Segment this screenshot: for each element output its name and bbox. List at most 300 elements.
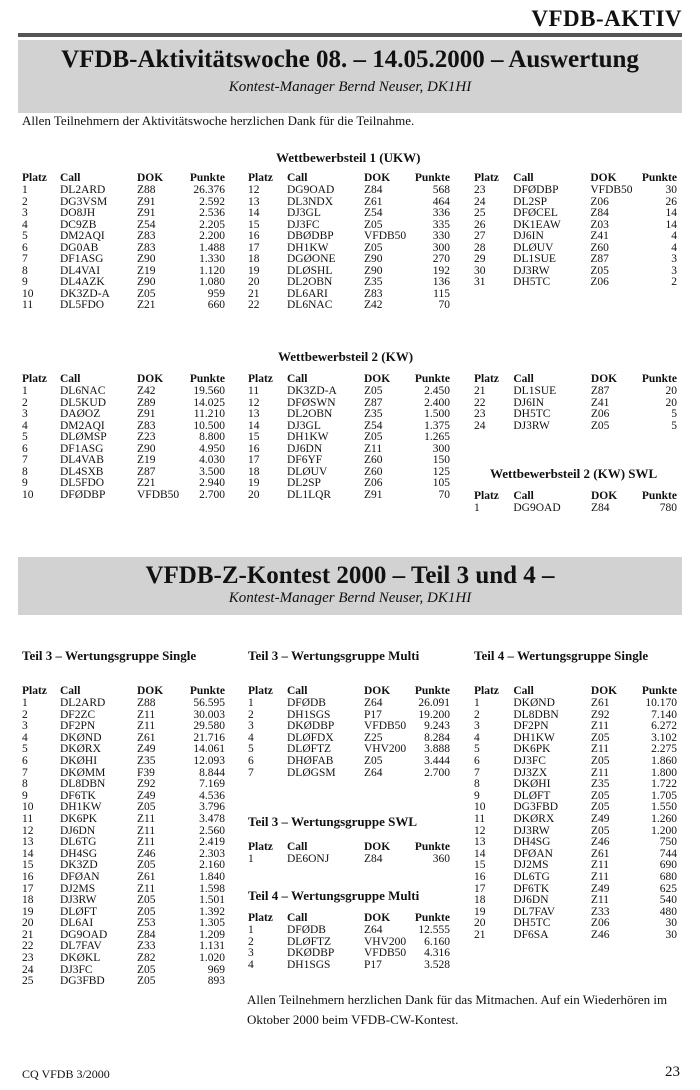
dok-cell: Z92 (590, 708, 610, 721)
punkte-cell: 3.528 (424, 958, 450, 971)
punkte-cell: 1.705 (651, 789, 677, 802)
t4-single-table (474, 684, 677, 941)
column-header-call: Call (287, 172, 308, 184)
punkte-cell: 625 (659, 882, 677, 895)
call-cell: DH5TC (513, 408, 551, 420)
punkte-cell: 2.200 (199, 230, 225, 242)
table-row (248, 768, 450, 780)
ukw-table-3 (474, 171, 677, 289)
table-row (22, 930, 225, 942)
platz-cell: 1 (248, 924, 254, 936)
punkte-cell: 2.160 (199, 859, 225, 872)
ukw-table-1 (22, 171, 225, 312)
column-header-punkte: Punkte (641, 373, 677, 385)
column-header-dok: DOK (137, 172, 164, 184)
table-row (22, 953, 225, 965)
dok-cell: Z84 (364, 184, 383, 196)
dok-cell: F39 (137, 766, 155, 779)
platz-cell: 4 (22, 731, 28, 744)
platz-cell: 20 (22, 917, 34, 930)
punkte-cell: 660 (207, 299, 225, 311)
dok-cell: Z46 (137, 847, 156, 860)
punkte-cell: 2.560 (199, 824, 225, 837)
platz-cell: 1 (248, 853, 254, 865)
dok-cell: Z60 (590, 241, 609, 254)
column-header-punkte: Punkte (414, 912, 450, 924)
punkte-cell: 192 (432, 264, 450, 277)
platz-cell: 22 (22, 940, 34, 953)
platz-cell: 11 (474, 812, 486, 825)
call-cell: DFØAN (60, 870, 100, 883)
dok-cell: Z06 (590, 917, 610, 930)
call-cell: DL6ARI (287, 287, 328, 300)
dok-cell: Z05 (590, 264, 609, 277)
dok-cell: Z11 (590, 894, 610, 907)
dok-cell: Z61 (137, 870, 156, 883)
dok-cell: Z35 (364, 276, 383, 288)
call-cell: DL6TG (513, 870, 550, 883)
platz-cell: 22 (474, 396, 486, 409)
table-row (474, 918, 677, 930)
table-row (248, 698, 450, 710)
dok-cell: Z89 (137, 396, 156, 409)
platz-cell: 19 (474, 905, 486, 918)
t4-single-title: Teil 4 – Wertungsgruppe Single (474, 648, 649, 663)
table-row (474, 733, 677, 745)
platz-cell: 25 (22, 975, 34, 988)
dok-cell: Z64 (364, 924, 383, 936)
punkte-cell: 750 (659, 836, 677, 849)
table-row (248, 467, 450, 479)
punkte-cell: 1.330 (199, 253, 225, 265)
table-row (22, 872, 225, 884)
table-row (22, 300, 225, 312)
punkte-cell: 14.061 (193, 743, 225, 756)
t3-swl-table (248, 840, 450, 866)
dok-cell: Z11 (137, 824, 156, 837)
platz-cell: 3 (22, 720, 28, 733)
table-row (248, 197, 450, 209)
platz-cell: 23 (474, 184, 486, 196)
table-row (474, 872, 677, 884)
call-cell: DKØDBP (287, 720, 335, 733)
dok-cell: Z60 (364, 454, 383, 466)
table-row (474, 185, 677, 197)
punkte-cell: 70 (438, 488, 450, 501)
call-cell: DF6YF (287, 454, 323, 466)
platz-cell: 18 (474, 894, 486, 907)
table-header-row (22, 171, 225, 185)
dok-cell: Z05 (364, 241, 383, 254)
kw-table-3 (474, 372, 677, 432)
table-row (22, 421, 225, 433)
punkte-cell: 2.700 (424, 766, 450, 779)
platz-cell: 4 (22, 419, 28, 432)
punkte-cell: 1.501 (199, 894, 225, 907)
dok-cell: Z05 (590, 824, 610, 837)
platz-cell: 8 (22, 264, 28, 277)
column-header-call: Call (287, 841, 308, 853)
punkte-cell: 780 (659, 502, 677, 514)
platz-cell: 17 (22, 882, 34, 895)
platz-cell: 6 (22, 442, 28, 455)
call-cell: DK3ZD (60, 859, 98, 872)
article1-subtitle: Kontest-Manager Bernd Neuser, DK1HI (228, 79, 472, 95)
call-cell: DFØDBP (513, 184, 559, 196)
punkte-cell: 14.025 (193, 396, 225, 409)
platz-cell: 3 (248, 720, 254, 733)
header-rule (18, 33, 682, 37)
call-cell: DJ6DN (513, 894, 549, 907)
punkte-cell: 969 (207, 963, 225, 976)
punkte-cell: 2 (671, 276, 677, 288)
call-cell: DH1KW (60, 801, 102, 814)
t3-multi-table (248, 684, 450, 779)
punkte-cell: 300 (432, 241, 450, 254)
call-cell: DO8JH (60, 207, 96, 219)
table-row (22, 779, 225, 791)
call-cell: DL2SP (287, 477, 321, 489)
table-row (474, 243, 677, 255)
dok-cell: Z11 (590, 766, 610, 779)
punkte-cell: 4 (671, 241, 677, 254)
call-cell: DAØOZ (60, 408, 101, 420)
platz-cell: 24 (474, 195, 486, 208)
dok-cell: Z83 (137, 241, 156, 254)
column-header-call: Call (60, 685, 81, 697)
table-row (248, 220, 450, 232)
platz-cell: 7 (22, 253, 28, 265)
platz-cell: 25 (474, 207, 486, 219)
dok-cell: Z11 (137, 836, 156, 849)
platz-cell: 21 (474, 928, 486, 941)
column-header-punkte: Punkte (641, 172, 677, 184)
punkte-cell: 1.598 (199, 882, 225, 895)
punkte-cell: 270 (432, 253, 450, 265)
article2-subtitle: Kontest-Manager Bernd Neuser, DK1HI (228, 590, 472, 606)
punkte-cell: 10.170 (645, 697, 677, 709)
call-cell: DL4VAI (60, 264, 101, 277)
call-cell: DL1LQR (287, 488, 332, 501)
table-row (22, 768, 225, 780)
dok-cell: Z05 (137, 894, 156, 907)
table-row (474, 768, 677, 780)
call-cell: DLØFTZ (287, 935, 332, 948)
platz-cell: 23 (474, 408, 486, 420)
punkte-cell: 1.200 (651, 824, 677, 837)
column-header-call: Call (60, 373, 81, 385)
platz-cell: 1 (22, 184, 28, 196)
call-cell: DF2ZC (60, 708, 96, 721)
table-row (248, 386, 450, 398)
table-row (22, 941, 225, 953)
platz-cell: 11 (22, 299, 34, 311)
dok-cell: Z54 (137, 218, 156, 231)
table-row (474, 503, 677, 515)
platz-cell: 16 (474, 870, 486, 883)
table-row (22, 266, 225, 278)
punkte-cell: 1.120 (199, 264, 225, 277)
call-cell: DKØND (513, 697, 555, 709)
dok-cell: VFDB50 (364, 720, 407, 733)
call-cell: DLØFT (513, 789, 551, 802)
table-row (22, 243, 225, 255)
platz-cell: 18 (248, 253, 260, 265)
table-row (474, 756, 677, 768)
ukw-table-2 (248, 171, 450, 312)
table-row (22, 455, 225, 467)
punkte-cell: 1.209 (199, 928, 225, 941)
kw-swl-table (474, 489, 677, 515)
dok-cell: VHV200 (364, 743, 407, 756)
punkte-cell: 2.450 (424, 385, 450, 397)
platz-cell: 13 (248, 195, 260, 208)
article1-intro: Allen Teilnehmern der Aktivitätswoche herzlichen Dank für die Teilnahme. (22, 113, 415, 128)
call-cell: DL2SP (513, 195, 548, 208)
dok-cell: Z21 (137, 477, 156, 489)
dok-cell: VFDB50 (364, 947, 407, 960)
call-cell: DFØAN (513, 847, 553, 860)
call-cell: DF2PN (60, 720, 96, 733)
table-row (248, 948, 450, 960)
platz-cell: 11 (22, 812, 34, 825)
dok-cell: Z05 (137, 963, 156, 976)
dok-cell: Z83 (137, 419, 156, 432)
dok-cell: Z11 (590, 870, 610, 883)
table-row (22, 814, 225, 826)
call-cell: DL7FAV (60, 940, 102, 953)
punkte-cell: 2.303 (199, 847, 225, 860)
column-header-dok: DOK (137, 685, 164, 697)
platz-cell: 3 (22, 408, 28, 420)
platz-cell: 1 (22, 385, 28, 397)
dok-cell: Z82 (137, 952, 156, 965)
call-cell: DJ3FC (513, 754, 546, 767)
call-cell: DH1KW (513, 731, 555, 744)
dok-cell: Z05 (364, 754, 383, 767)
dok-cell: Z05 (364, 431, 383, 443)
call-cell: DJ2MS (60, 882, 96, 895)
call-cell: DH4SG (513, 836, 551, 849)
punkte-cell: 20 (665, 385, 677, 397)
table-row (474, 849, 677, 861)
punkte-cell: 12.555 (418, 924, 450, 936)
dok-cell: Z05 (364, 385, 383, 397)
call-cell: DJ3FC (287, 218, 320, 231)
platz-cell: 1 (474, 502, 480, 514)
dok-cell: Z06 (590, 408, 610, 420)
platz-cell: 15 (474, 859, 486, 872)
column-header-platz: Platz (22, 172, 47, 184)
call-cell: DLØGSM (287, 766, 336, 779)
table-row (474, 860, 677, 872)
punkte-cell: 5 (671, 408, 677, 420)
call-cell: DLØUV (513, 241, 554, 254)
call-cell: DK6PK (513, 743, 551, 756)
table-row (22, 289, 225, 301)
call-cell: DLØFT (60, 905, 98, 918)
dok-cell: Z11 (590, 859, 610, 872)
call-cell: DK1EAW (513, 218, 561, 231)
platz-cell: 10 (22, 488, 34, 501)
dok-cell: Z05 (590, 731, 610, 744)
table-row (22, 467, 225, 479)
call-cell: DL4AZK (60, 276, 105, 288)
table-row (22, 231, 225, 243)
call-cell: DF1ASG (60, 253, 104, 265)
footer-issue: CQ VFDB 3/2000 (22, 1067, 110, 1081)
punkte-cell: 893 (207, 975, 225, 988)
punkte-cell: 3 (671, 264, 677, 277)
punkte-cell: 56.595 (193, 697, 225, 709)
punkte-cell: 1.550 (651, 801, 677, 814)
platz-cell: 5 (474, 743, 480, 756)
column-header-call: Call (513, 490, 534, 502)
call-cell: DL4VAB (60, 454, 104, 466)
platz-cell: 13 (248, 408, 260, 420)
table-row (248, 721, 450, 733)
dok-cell: Z87 (364, 396, 383, 409)
platz-cell: 21 (474, 385, 486, 397)
table-row (474, 826, 677, 838)
punkte-cell: 336 (432, 207, 450, 219)
punkte-cell: 4.950 (199, 442, 225, 455)
dok-cell: Z41 (590, 230, 609, 242)
punkte-cell: 8.284 (424, 731, 450, 744)
dok-cell: Z61 (364, 195, 383, 208)
column-header-platz: Platz (248, 912, 273, 924)
punkte-cell: 3.500 (199, 465, 225, 478)
punkte-cell: 4.030 (199, 454, 225, 466)
platz-cell: 6 (474, 754, 480, 767)
platz-cell: 10 (22, 801, 34, 814)
punkte-cell: 1.260 (651, 812, 677, 825)
column-header-punkte: Punkte (414, 373, 450, 385)
punkte-cell: 5 (671, 419, 677, 432)
platz-cell: 1 (474, 697, 480, 709)
table-row (474, 254, 677, 266)
column-header-platz: Platz (22, 685, 47, 697)
call-cell: DK3ZD-A (60, 287, 110, 300)
platz-cell: 2 (22, 195, 28, 208)
column-header-dok: DOK (364, 841, 391, 853)
punkte-cell: 1.305 (199, 917, 225, 930)
call-cell: DM2AQI (60, 230, 105, 242)
call-cell: DJ3RW (513, 419, 550, 432)
table-header-row (474, 489, 677, 503)
platz-cell: 31 (474, 276, 486, 288)
punkte-cell: 1.722 (651, 778, 677, 791)
table-row (22, 277, 225, 289)
platz-cell: 14 (474, 847, 486, 860)
punkte-cell: 20 (665, 396, 677, 409)
section-header: VFDB-AKTIV (531, 6, 682, 31)
punkte-cell: 2.536 (199, 207, 225, 219)
dok-cell: Z91 (137, 207, 156, 219)
platz-cell: 10 (474, 801, 486, 814)
table-row (22, 918, 225, 930)
punkte-cell: 26.091 (418, 697, 450, 709)
platz-cell: 29 (474, 253, 486, 265)
platz-cell: 19 (248, 264, 260, 277)
platz-cell: 8 (474, 778, 480, 791)
platz-cell: 24 (22, 963, 34, 976)
dok-cell: Z05 (590, 754, 610, 767)
article2-outro: Allen Teilnehmern herzlichen Dank für das Mitmachen. Auf ein Wiederhören im Oktober 2000 beim VFDB-CW-Kontest. (247, 992, 668, 1027)
dok-cell: Z90 (137, 442, 156, 455)
punkte-cell: 150 (432, 454, 450, 466)
t3-single-table (22, 684, 225, 988)
platz-cell: 6 (22, 754, 28, 767)
punkte-cell: 2.592 (199, 195, 225, 208)
platz-cell: 22 (248, 299, 260, 311)
table-row (248, 960, 450, 972)
call-cell: DL1SUE (513, 385, 557, 397)
article1-title: VFDB-Aktivitätswoche 08. – 14.05.2000 – Auswertung (61, 46, 639, 73)
platz-cell: 4 (474, 731, 480, 744)
call-cell: DG9OAD (60, 928, 108, 941)
dok-cell: Z54 (364, 207, 383, 219)
dok-cell: Z61 (590, 697, 610, 709)
dok-cell: Z49 (137, 743, 156, 756)
column-header-punkte: Punkte (189, 172, 225, 184)
platz-cell: 7 (474, 766, 480, 779)
column-header-dok: DOK (364, 172, 391, 184)
call-cell: DE6ONJ (287, 853, 330, 865)
table-row (474, 277, 677, 289)
table-row (474, 802, 677, 814)
dok-cell: Z35 (137, 754, 156, 767)
platz-cell: 20 (248, 276, 260, 288)
dok-cell: Z84 (364, 853, 383, 865)
punkte-cell: 7.140 (651, 708, 677, 721)
table-row (22, 791, 225, 803)
dok-cell: Z88 (137, 697, 156, 709)
call-cell: DBØDBP (287, 230, 334, 242)
platz-cell: 24 (474, 419, 486, 432)
call-cell: DG3FBD (513, 801, 559, 814)
platz-cell: 13 (22, 836, 34, 849)
punkte-cell: 360 (432, 853, 450, 865)
table-row (248, 444, 450, 456)
platz-cell: 9 (474, 789, 480, 802)
call-cell: DKØND (60, 731, 102, 744)
page-number: 23 (665, 1064, 680, 1080)
dok-cell: P17 (364, 958, 382, 971)
call-cell: DL2ARD (60, 697, 106, 709)
table-header-row (248, 911, 450, 925)
punkte-cell: 30.003 (193, 708, 225, 721)
table-row (474, 398, 677, 410)
call-cell: DL5FDO (60, 299, 105, 311)
table-row (248, 231, 450, 243)
punkte-cell: 568 (432, 184, 450, 196)
dok-cell: Z91 (137, 408, 156, 420)
punkte-cell: 4.316 (424, 947, 450, 960)
punkte-cell: 680 (659, 870, 677, 883)
column-header-punkte: Punkte (414, 685, 450, 697)
column-header-punkte: Punkte (414, 841, 450, 853)
platz-cell: 2 (22, 708, 28, 721)
platz-cell: 15 (248, 431, 260, 443)
dok-cell: Z42 (364, 299, 383, 311)
column-header-platz: Platz (248, 373, 273, 385)
dok-cell: Z54 (364, 419, 383, 432)
call-cell: DH1SGS (287, 708, 331, 721)
dok-cell: Z64 (364, 697, 383, 709)
dok-cell: Z49 (137, 789, 156, 802)
platz-cell: 21 (248, 287, 260, 300)
